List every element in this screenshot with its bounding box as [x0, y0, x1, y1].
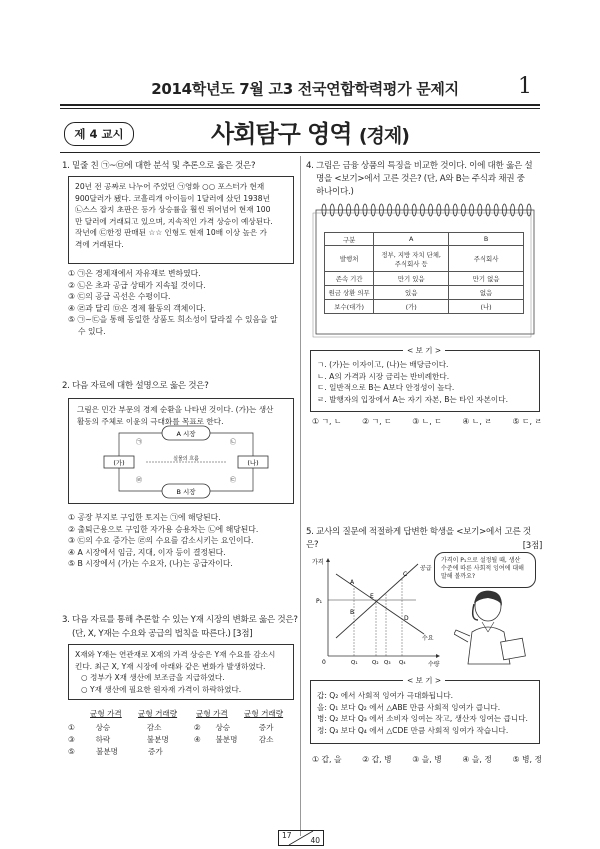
q4-bogi-box: [310, 346, 540, 412]
q2-option-1[interactable]: ① 공장 부지로 구입한 토지는 ㉠에 해당된다.: [68, 513, 221, 522]
page-counter: [278, 830, 324, 846]
q2-option-4[interactable]: ④ A 시장에서 임금, 지대, 이자 등이 결정된다.: [68, 547, 226, 557]
column-divider: [300, 156, 301, 836]
q2-options: [68, 512, 298, 570]
q1-passage-line: 격에 거래된다.: [75, 239, 124, 249]
demand-label: 수요: [422, 635, 434, 642]
q3-choice-row[interactable]: ③ 하락 불분명 ④ 불분명 감소: [68, 735, 274, 744]
q2-option-2[interactable]: ② 출퇴근용으로 구입한 자가용 승용차는 ㉡에 해당된다.: [68, 524, 259, 534]
agent-na-label: (나): [247, 459, 259, 467]
q5-supply-demand-graph: [306, 552, 446, 668]
q3-col-qty-2: 균형 거래량: [244, 709, 284, 718]
q2-tick-label: Q₂: [372, 660, 379, 666]
session-badge: 제 4 교시: [64, 122, 134, 146]
q1-passage-line: 작년에 ㉢한정 판매된 ☆☆ 인형도 현재 10배 이상 높은 가: [75, 228, 267, 237]
q5-option-2[interactable]: ② 갑, 병: [362, 755, 392, 764]
q5-stem: 5. 교사의 질문에 적절하게 답변한 학생을 <보기>에서 고른 것은?: [306, 527, 531, 550]
flow-mark-3: ㉢: [230, 477, 237, 484]
q3-box: [68, 644, 294, 700]
q5-points: [3점]: [522, 541, 542, 551]
q4-options: [312, 416, 542, 428]
q3-choice-table: [68, 708, 298, 758]
header-rule-thin: [60, 108, 540, 109]
q1-option-3[interactable]: ③ ㉢의 공급 곡선은 수평이다.: [68, 292, 171, 301]
exam-title: 2014학년도 7월 고3 전국연합학력평가 문제지: [151, 80, 459, 98]
market-b-label: B 시장: [176, 488, 196, 496]
subject-sub: (경제): [358, 125, 409, 147]
point-c: C: [403, 571, 408, 578]
q5-option-5[interactable]: ⑤ 병, 정: [512, 755, 542, 764]
flow-mark-1: ㉠: [136, 439, 143, 446]
x-axis-label: 수량: [428, 661, 440, 668]
table-header-row: 구분 A B: [325, 233, 524, 246]
q1-tick-label: Q₁: [351, 660, 358, 666]
q4-option-1[interactable]: ① ㄱ, ㄴ: [312, 417, 342, 426]
market-a-label: A 시장: [176, 430, 196, 438]
q5-bogi-title: < 보 기 >: [403, 675, 445, 687]
table-row: 발행처 정부, 지방 자치 단체, 주식회사 등 주식회사: [325, 246, 524, 272]
flow-label: 실물의 흐름: [173, 456, 199, 462]
q5-bogi-item: 병: Q₂ 보다 Q₃ 에서 소비자 잉여는 작고, 생산자 잉여는 큽니다.: [317, 714, 528, 723]
q2-option-3[interactable]: ③ ㉢의 수요 증가는 ㉣의 수요를 감소시키는 요인이다.: [68, 536, 254, 545]
q4-comparison-table: [324, 232, 524, 314]
table-row: 보수(대가) (가) (나): [325, 300, 524, 314]
q3-col-price: 균형 가격: [90, 709, 122, 718]
q1-option-4[interactable]: ④ ㉣과 달리 ㉤은 경제 활동의 객체이다.: [68, 303, 206, 313]
q3-stem-2: (단, X, Y재는 수요와 공급의 법칙을 따른다.) [3점]: [72, 629, 253, 639]
q4-stem: 4. 그림은 금융 상품의 특징을 비교한 것이다. 이에 대한 옳은 설: [306, 161, 533, 171]
agent-ga-label: (가): [113, 459, 125, 467]
q1-passage-line: 만 달러에 거래되고 있으며, 지속적인 가격 상승이 예상된다.: [75, 216, 273, 226]
q4-option-3[interactable]: ③ ㄴ, ㄷ: [412, 417, 442, 426]
flow-mark-4: ㉣: [136, 477, 143, 484]
point-b: B: [350, 609, 355, 616]
q3-tick-label: Q₃: [384, 660, 391, 666]
q5-bogi-item: 정: Q₃ 보다 Q₄ 에서 △CDE 만큼 사회적 잉여가 작습니다.: [317, 725, 509, 735]
q3-col-qty: 균형 거래량: [138, 709, 178, 718]
supply-label: 공급: [420, 565, 432, 572]
q2-circular-flow-diagram: [96, 424, 276, 502]
q5-options: [312, 754, 542, 766]
teacher-book: [501, 638, 526, 660]
point-a: A: [350, 579, 355, 586]
q2-box-line: 활동의 주체로 이윤의 극대화를 목표로 한다.: [77, 416, 224, 426]
q1-options: [68, 268, 298, 337]
teacher-arm: [454, 630, 470, 642]
q3-box-line: ○ Y재 생산에 필요한 원자재 가격이 하락하였다.: [81, 684, 242, 694]
subject-name: 사회탐구 영역: [211, 120, 352, 148]
q1-option-2[interactable]: ② ㉡은 초과 공급 상태가 지속될 것이다.: [68, 280, 206, 290]
table-row: 존속 기간 만기 있음 만기 없음: [325, 272, 524, 286]
q5-option-1[interactable]: ① 갑, 을: [312, 755, 342, 764]
title-rule: [60, 152, 540, 153]
q5-option-3[interactable]: ③ 을, 병: [412, 755, 442, 764]
q4-stem-3: 하나이다.): [316, 187, 354, 197]
q3-stem: 3. 다음 자료를 통해 추론할 수 있는 Y재 시장의 변화로 옳은 것은?: [62, 615, 298, 625]
q2-option-5[interactable]: ⑤ B 시장에서 (가)는 수요자, (나)는 공급자이다.: [68, 559, 233, 568]
q4-bogi-item: ㄹ. 발행자의 입장에서 A는 자기 자본, B는 타인 자본이다.: [317, 394, 509, 404]
q2-box-line: 그림은 민간 부문의 경제 순환을 나타낸 것이다. (가)는 생산: [77, 405, 274, 414]
flow-mark-2: ㉡: [230, 439, 237, 446]
q1-passage-line: 20년 전 공짜로 나누어 주었던 ㉠영화 ○○ 포스터가 현재: [75, 182, 265, 191]
subject-title: [180, 114, 440, 149]
q4-bogi-title: < 보 기 >: [403, 345, 445, 357]
q3-box-line: ○ 정부가 X재 생산에 보조금을 지급하였다.: [81, 673, 225, 682]
q4-bogi-item: ㄴ. A의 가격과 시장 금리는 반비례한다.: [317, 371, 450, 381]
q3-col-price-2: 균형 가격: [196, 709, 228, 718]
point-e: E: [370, 593, 374, 600]
q3-choice-row[interactable]: ① 상승 감소 ② 상승 증가: [68, 723, 274, 732]
q4-stem-2: 명을 <보기>에서 고른 것은? (단, A와 B는 주식과 채권 중: [316, 174, 525, 184]
q5-bogi-item: 을: Q₁ 보다 Q₂ 에서 △ABE 만큼 사회적 잉여가 큽니다.: [317, 702, 501, 712]
q4-tick-label: Q₄: [399, 660, 406, 666]
q1-passage-line: 900달러가 됐다. 코흘리개 아이들이 1달러에 샀던 1938년: [75, 193, 270, 203]
q4-option-4[interactable]: ④ ㄴ, ㄹ: [462, 417, 492, 426]
teacher-illustration: [454, 590, 534, 666]
q3-box-line: X재와 Y재는 연관재로 X재의 가격 상승은 Y재 수요를 감소시: [75, 650, 276, 659]
origin-label: 0: [322, 659, 326, 666]
q5-bogi-box: [310, 676, 540, 744]
q3-choice-row[interactable]: ⑤ 불분명 증가: [68, 747, 163, 756]
q3-box-line: 킨다. 최근 X, Y재 시장에 아래와 같은 변화가 발생하였다.: [75, 661, 266, 671]
header-rule: [60, 104, 540, 106]
page-total: 40: [310, 836, 320, 845]
q5-bogi-item: 갑: Q₂ 에서 사회적 잉여가 극대화됩니다.: [317, 691, 454, 700]
q1-option-5[interactable]: ⑤ ㉠~㉢을 통해 동일한 상품도 희소성이 달라질 수 있음을 알: [68, 315, 278, 324]
q4-bogi-item: ㄱ. (가)는 이자이고, (나)는 배당금이다.: [317, 360, 449, 369]
point-d: D: [404, 615, 409, 622]
q1-passage-box: [68, 176, 294, 264]
teacher-speech-bubble: 가격이 P₁으로 설정될 때, 생산 수준에 따른 사회적 잉여에 대해 말해 볼까요?: [434, 552, 536, 588]
q2-stem: 2. 다음 자료에 대한 설명으로 옳은 것은?: [62, 381, 209, 391]
q1-option-1[interactable]: ① ㉠은 경제재에서 자유재로 변하였다.: [68, 269, 201, 278]
page-current: 17: [282, 831, 292, 840]
q4-option-5[interactable]: ⑤ ㄷ, ㄹ: [512, 417, 542, 426]
table-row: 원금 상환 의무 있음 없음: [325, 286, 524, 300]
q1-passage-line: ㉡스스 잡지 초판은 등가 상승률을 훨씬 뛰어넘어 현재 100: [75, 205, 271, 214]
q4-option-2[interactable]: ② ㄱ, ㄷ: [362, 417, 392, 426]
q1-stem: 1. 밑줄 친 ㉠~㉤에 대한 분석 및 추론으로 옳은 것은?: [62, 161, 256, 171]
q1-option-5-cont: 수 있다.: [78, 326, 106, 336]
q5-option-4[interactable]: ④ 을, 정: [462, 755, 492, 764]
q3-choice-header: [68, 708, 298, 719]
p1-label: P₁: [316, 598, 323, 605]
q4-bogi-item: ㄷ. 일반적으로 B는 A보다 안정성이 높다.: [317, 383, 455, 392]
page-number: 1: [518, 74, 532, 99]
y-axis-label: 가격: [312, 559, 324, 566]
